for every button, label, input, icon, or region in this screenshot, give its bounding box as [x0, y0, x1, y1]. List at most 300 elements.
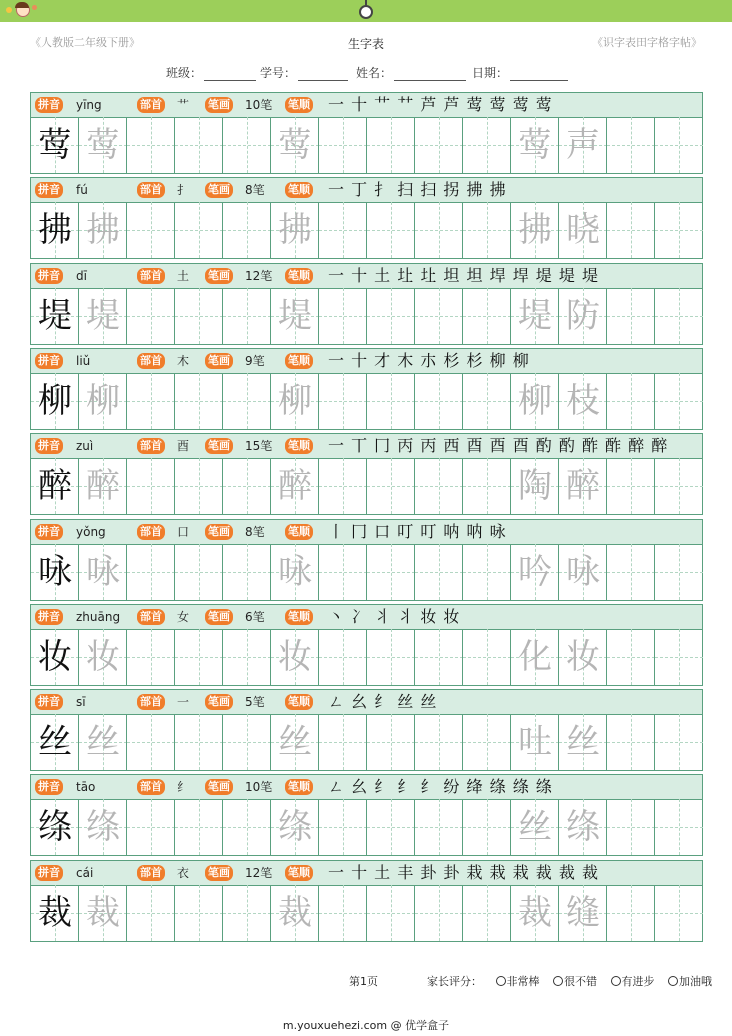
grid-cell[interactable]: [415, 799, 463, 855]
trace-character: 裁: [86, 893, 120, 933]
stroke-order-badge: 笔顺: [285, 524, 313, 540]
stroke-count-badge: 笔画: [205, 779, 233, 795]
grid-cell[interactable]: [175, 202, 223, 258]
grid-cell[interactable]: [655, 885, 703, 941]
grid-cell[interactable]: [79, 288, 127, 344]
grid-cell[interactable]: [319, 458, 367, 514]
stroke-count-text: 10笔: [245, 780, 273, 794]
grid-guide-horizontal: [463, 145, 511, 146]
grid-guide-horizontal: [655, 230, 703, 231]
trace-character: 柳: [278, 381, 312, 421]
stroke-count-text: 8笔: [245, 183, 265, 197]
stroke-order-badge: 笔顺: [285, 438, 313, 454]
trace-character: 堤: [278, 296, 312, 336]
grid-cell[interactable]: [655, 799, 703, 855]
stroke-count-badge: 笔画: [205, 182, 233, 198]
grid-cell[interactable]: [319, 288, 367, 344]
grid-cell[interactable]: [127, 373, 175, 429]
grid-guide-horizontal: [367, 145, 415, 146]
grid-guide-horizontal: [175, 657, 223, 658]
name-field[interactable]: [356, 64, 466, 81]
grid-guide-horizontal: [175, 401, 223, 402]
trace-character: 吐: [518, 722, 552, 762]
number-blank[interactable]: [298, 68, 348, 81]
grid-cell[interactable]: [223, 714, 271, 770]
page-title: 生字表: [347, 37, 384, 51]
trace-character: 裁: [278, 893, 312, 933]
grid-cell[interactable]: [415, 117, 463, 173]
grid-cell[interactable]: [271, 885, 319, 941]
grid-cell[interactable]: [511, 288, 559, 344]
header-left: 《人教版二年级下册》: [30, 36, 140, 49]
grid-cell[interactable]: [319, 202, 367, 258]
grid-guide-horizontal: [367, 230, 415, 231]
grid-cell[interactable]: [367, 885, 415, 941]
date-blank[interactable]: [510, 68, 568, 81]
grid-cell[interactable]: [367, 458, 415, 514]
trace-character: 咏: [566, 552, 600, 592]
radio-circle-icon[interactable]: [611, 976, 621, 986]
grid-cell[interactable]: [463, 288, 511, 344]
grid-guide-horizontal: [319, 401, 367, 402]
grid-cell[interactable]: [175, 117, 223, 173]
grid-cell[interactable]: [511, 885, 559, 941]
grid-cell[interactable]: [607, 629, 655, 685]
grid-guide-horizontal: [367, 401, 415, 402]
grid-guide-horizontal: [607, 486, 655, 487]
grid-cell[interactable]: [511, 202, 559, 258]
grid-cell[interactable]: [223, 458, 271, 514]
grid-cell[interactable]: [559, 629, 607, 685]
trace-character: 拂: [86, 210, 120, 250]
grid-cell[interactable]: [655, 117, 703, 173]
grid-cell[interactable]: [511, 714, 559, 770]
grid-cell[interactable]: [271, 544, 319, 600]
main-character: 咏: [38, 552, 72, 592]
main-character: 妆: [38, 637, 72, 677]
main-character: 绦: [38, 807, 72, 847]
stroke-order-sequence: 一 十 土 丰 卦 卦 栽 栽 栽 裁 裁 裁: [328, 863, 599, 882]
grid-cell[interactable]: [559, 714, 607, 770]
grid-cell[interactable]: [463, 544, 511, 600]
grid-cell[interactable]: [511, 458, 559, 514]
grid-guide-horizontal: [463, 572, 511, 573]
trace-character: 缝: [566, 893, 600, 933]
grid-cell[interactable]: [367, 714, 415, 770]
radio-circle-icon[interactable]: [496, 976, 506, 986]
grid-cell[interactable]: [607, 373, 655, 429]
grid-cell[interactable]: [367, 117, 415, 173]
grid-cell[interactable]: [127, 288, 175, 344]
grid-cell[interactable]: [31, 629, 79, 685]
name-blank[interactable]: [394, 68, 466, 81]
grid-cell[interactable]: [367, 629, 415, 685]
grid-cell[interactable]: [415, 458, 463, 514]
grid-cell[interactable]: [367, 799, 415, 855]
grid-cell[interactable]: [655, 629, 703, 685]
grid-cell[interactable]: [319, 885, 367, 941]
number-label: 学号：: [260, 66, 297, 80]
stroke-count-badge: 笔画: [205, 268, 233, 284]
grid-cell[interactable]: [463, 458, 511, 514]
grid-cell[interactable]: [79, 714, 127, 770]
grid-cell[interactable]: [511, 799, 559, 855]
grid-cell[interactable]: [559, 117, 607, 173]
grid-guide-horizontal: [415, 742, 463, 743]
grid-cell[interactable]: [607, 458, 655, 514]
grid-guide-horizontal: [319, 913, 367, 914]
radical-text: 一: [177, 695, 190, 709]
trace-character: 裁: [518, 893, 552, 933]
grid-cell[interactable]: [127, 629, 175, 685]
trace-character: 咏: [278, 552, 312, 592]
grid-cell[interactable]: [31, 885, 79, 941]
grid-cell[interactable]: [655, 373, 703, 429]
grid-cell[interactable]: [367, 373, 415, 429]
stroke-count-text: 10笔: [245, 98, 273, 112]
grid-cell[interactable]: [415, 885, 463, 941]
grid-cell[interactable]: [607, 288, 655, 344]
grid-cell[interactable]: [31, 799, 79, 855]
radical-badge: 部首: [137, 779, 165, 795]
stroke-order-sequence: ㄥ 幺 纟 纟 纟 纷 绛 绦 绦 绦: [328, 777, 553, 796]
grid-cell[interactable]: [559, 202, 607, 258]
logo-icon: [6, 3, 36, 19]
trace-character: 拂: [278, 210, 312, 250]
radical-text: 女: [177, 610, 190, 624]
grid-cell[interactable]: [319, 117, 367, 173]
pinyin-badge: 拼音: [35, 97, 63, 113]
grid-guide-horizontal: [223, 657, 271, 658]
grid-cell[interactable]: [655, 202, 703, 258]
grid-guide-horizontal: [607, 401, 655, 402]
grid-cell[interactable]: [175, 799, 223, 855]
trace-character: 柳: [86, 381, 120, 421]
grid-cell[interactable]: [31, 202, 79, 258]
pinyin-text: sī: [76, 695, 86, 709]
grid-guide-horizontal: [655, 827, 703, 828]
grid-cell[interactable]: [175, 885, 223, 941]
grid-cell[interactable]: [271, 288, 319, 344]
radical-text: 口: [177, 525, 190, 539]
radical-badge: 部首: [137, 268, 165, 284]
grid-cell[interactable]: [319, 629, 367, 685]
character-card: [30, 519, 703, 601]
grid-cell[interactable]: [127, 885, 175, 941]
trace-character: 堤: [86, 296, 120, 336]
grid-cell[interactable]: [175, 288, 223, 344]
grid-guide-horizontal: [415, 657, 463, 658]
grid-cell[interactable]: [415, 373, 463, 429]
grid-cell[interactable]: [415, 714, 463, 770]
grid-guide-horizontal: [127, 230, 175, 231]
tianzi-grid: [31, 885, 702, 941]
grid-cell[interactable]: [271, 714, 319, 770]
eval-option[interactable]: 加油哦: [668, 975, 712, 988]
card-header: [31, 775, 702, 800]
card-header: [31, 264, 702, 289]
card-header: [31, 434, 702, 459]
eval-option[interactable]: 有进步: [611, 975, 655, 988]
grid-cell[interactable]: [367, 544, 415, 600]
grid-cell[interactable]: [607, 544, 655, 600]
pinyin-badge: 拼音: [35, 865, 63, 881]
grid-guide-horizontal: [463, 913, 511, 914]
grid-cell[interactable]: [223, 544, 271, 600]
grid-guide-horizontal: [607, 316, 655, 317]
card-header: [31, 178, 702, 203]
grid-guide-horizontal: [463, 657, 511, 658]
grid-cell[interactable]: [319, 799, 367, 855]
grid-guide-horizontal: [655, 486, 703, 487]
class-field[interactable]: [166, 64, 256, 81]
grid-cell[interactable]: [31, 458, 79, 514]
grid-cell[interactable]: [175, 373, 223, 429]
trace-character: 咏: [86, 552, 120, 592]
pinyin-badge: 拼音: [35, 438, 63, 454]
grid-guide-horizontal: [223, 827, 271, 828]
grid-cell[interactable]: [511, 629, 559, 685]
card-header: [31, 93, 702, 118]
grid-cell[interactable]: [559, 458, 607, 514]
radical-badge: 部首: [137, 182, 165, 198]
grid-cell[interactable]: [559, 288, 607, 344]
page-number: 第1页: [349, 975, 378, 988]
trace-character: 丝: [566, 722, 600, 762]
grid-guide-horizontal: [655, 401, 703, 402]
grid-cell[interactable]: [223, 288, 271, 344]
grid-cell[interactable]: [79, 799, 127, 855]
number-field[interactable]: [260, 64, 348, 81]
grid-cell[interactable]: [463, 714, 511, 770]
grid-guide-horizontal: [127, 742, 175, 743]
grid-cell[interactable]: [319, 714, 367, 770]
pinyin-text: liǔ: [76, 354, 91, 368]
grid-cell[interactable]: [655, 544, 703, 600]
radio-circle-icon[interactable]: [668, 976, 678, 986]
grid-cell[interactable]: [127, 544, 175, 600]
grid-cell[interactable]: [607, 117, 655, 173]
grid-cell[interactable]: [127, 117, 175, 173]
header-right: 《识字表田字格字帖》: [592, 36, 702, 49]
grid-cell[interactable]: [463, 629, 511, 685]
grid-cell[interactable]: [607, 885, 655, 941]
stroke-order-sequence: 丶 冫 丬 丬 妆 妆: [328, 607, 461, 626]
radical-text: 酉: [177, 439, 190, 453]
grid-cell[interactable]: [223, 799, 271, 855]
grid-cell[interactable]: [271, 629, 319, 685]
grid-cell[interactable]: [367, 202, 415, 258]
tianzi-grid: [31, 458, 702, 514]
grid-cell[interactable]: [559, 544, 607, 600]
grid-cell[interactable]: [175, 544, 223, 600]
trace-character: 妆: [86, 637, 120, 677]
grid-guide-horizontal: [175, 913, 223, 914]
grid-cell[interactable]: [175, 458, 223, 514]
character-card: [30, 604, 703, 686]
grid-cell[interactable]: [319, 544, 367, 600]
grid-cell[interactable]: [463, 202, 511, 258]
grid-guide-horizontal: [319, 827, 367, 828]
grid-cell[interactable]: [511, 544, 559, 600]
trace-character: 莺: [518, 125, 552, 165]
grid-cell[interactable]: [79, 629, 127, 685]
grid-cell[interactable]: [271, 458, 319, 514]
stroke-order-badge: 笔顺: [285, 694, 313, 710]
date-field[interactable]: [472, 64, 568, 81]
name-label: 姓名：: [356, 66, 393, 80]
grid-guide-horizontal: [607, 572, 655, 573]
grid-guide-horizontal: [415, 145, 463, 146]
grid-cell[interactable]: [607, 799, 655, 855]
grid-cell[interactable]: [607, 202, 655, 258]
grid-guide-horizontal: [607, 145, 655, 146]
eval-option[interactable]: 非常棒: [496, 975, 540, 988]
grid-guide-horizontal: [319, 742, 367, 743]
grid-cell[interactable]: [367, 288, 415, 344]
site-footer: m.youxuehezi.com @ 优学盒子: [282, 1019, 450, 1032]
stroke-order-sequence: 一 十 土 圵 圵 坦 坦 垾 垾 堤 堤 堤: [328, 266, 599, 285]
grid-guide-horizontal: [655, 145, 703, 146]
stroke-order-badge: 笔顺: [285, 353, 313, 369]
grid-cell[interactable]: [79, 544, 127, 600]
stroke-count-badge: 笔画: [205, 438, 233, 454]
radical-text: 土: [177, 269, 190, 283]
grid-cell[interactable]: [31, 117, 79, 173]
radio-circle-icon[interactable]: [553, 976, 563, 986]
pinyin-badge: 拼音: [35, 694, 63, 710]
grid-cell[interactable]: [31, 544, 79, 600]
class-blank[interactable]: [204, 68, 256, 81]
grid-cell[interactable]: [79, 885, 127, 941]
grid-cell[interactable]: [271, 373, 319, 429]
grid-guide-horizontal: [223, 486, 271, 487]
radical-badge: 部首: [137, 865, 165, 881]
grid-guide-horizontal: [175, 742, 223, 743]
radical-text: 纟: [177, 780, 190, 794]
grid-guide-horizontal: [463, 486, 511, 487]
grid-cell[interactable]: [127, 458, 175, 514]
trace-character: 声: [566, 125, 600, 165]
class-label: 班级：: [166, 66, 203, 80]
grid-cell[interactable]: [655, 714, 703, 770]
stroke-count-text: 9笔: [245, 354, 265, 368]
grid-cell[interactable]: [223, 629, 271, 685]
grid-cell[interactable]: [463, 373, 511, 429]
grid-cell[interactable]: [223, 202, 271, 258]
grid-cell[interactable]: [415, 288, 463, 344]
grid-cell[interactable]: [31, 373, 79, 429]
grid-cell[interactable]: [79, 458, 127, 514]
grid-guide-horizontal: [223, 913, 271, 914]
grid-cell[interactable]: [223, 885, 271, 941]
trace-character: 妆: [566, 637, 600, 677]
radical-badge: 部首: [137, 524, 165, 540]
main-character: 拂: [38, 210, 72, 250]
grid-cell[interactable]: [271, 202, 319, 258]
trace-character: 晓: [566, 210, 600, 250]
trace-character: 绦: [566, 807, 600, 847]
stroke-count-badge: 笔画: [205, 353, 233, 369]
grid-cell[interactable]: [127, 799, 175, 855]
grid-guide-horizontal: [175, 316, 223, 317]
trace-character: 吟: [518, 552, 552, 592]
eval-option[interactable]: 很不错: [553, 975, 597, 988]
grid-cell[interactable]: [271, 117, 319, 173]
radical-badge: 部首: [137, 353, 165, 369]
grid-guide-horizontal: [415, 913, 463, 914]
main-character: 莺: [38, 125, 72, 165]
stroke-order-badge: 笔顺: [285, 609, 313, 625]
grid-cell[interactable]: [463, 799, 511, 855]
grid-guide-horizontal: [415, 230, 463, 231]
stroke-order-badge: 笔顺: [285, 779, 313, 795]
grid-cell[interactable]: [127, 202, 175, 258]
stroke-count-text: 12笔: [245, 866, 273, 880]
tianzi-grid: [31, 799, 702, 855]
grid-cell[interactable]: [511, 373, 559, 429]
grid-cell[interactable]: [79, 117, 127, 173]
grid-cell[interactable]: [415, 202, 463, 258]
stroke-order-badge: 笔顺: [285, 97, 313, 113]
pinyin-badge: 拼音: [35, 353, 63, 369]
trace-character: 堤: [518, 296, 552, 336]
trace-character: 防: [566, 296, 600, 336]
grid-guide-horizontal: [415, 316, 463, 317]
grid-cell[interactable]: [79, 202, 127, 258]
grid-cell[interactable]: [127, 714, 175, 770]
grid-cell[interactable]: [223, 373, 271, 429]
grid-cell[interactable]: [463, 117, 511, 173]
pinyin-badge: 拼音: [35, 609, 63, 625]
grid-cell[interactable]: [559, 373, 607, 429]
grid-guide-horizontal: [655, 742, 703, 743]
grid-cell[interactable]: [415, 629, 463, 685]
stroke-count-badge: 笔画: [205, 694, 233, 710]
grid-cell[interactable]: [655, 288, 703, 344]
grid-cell[interactable]: [559, 799, 607, 855]
grid-cell[interactable]: [31, 288, 79, 344]
main-character: 柳: [38, 381, 72, 421]
grid-cell[interactable]: [271, 799, 319, 855]
grid-cell[interactable]: [559, 885, 607, 941]
grid-cell[interactable]: [175, 629, 223, 685]
grid-guide-horizontal: [607, 827, 655, 828]
pinyin-text: yǒng: [76, 525, 106, 539]
grid-cell[interactable]: [463, 885, 511, 941]
trace-character: 醉: [278, 466, 312, 506]
grid-cell[interactable]: [655, 458, 703, 514]
grid-cell[interactable]: [511, 117, 559, 173]
grid-cell[interactable]: [223, 117, 271, 173]
grid-guide-horizontal: [367, 486, 415, 487]
grid-guide-horizontal: [127, 913, 175, 914]
grid-cell[interactable]: [415, 544, 463, 600]
grid-cell[interactable]: [319, 373, 367, 429]
trace-character: 丝: [86, 722, 120, 762]
grid-cell[interactable]: [175, 714, 223, 770]
grid-guide-horizontal: [175, 827, 223, 828]
radical-text: 扌: [177, 183, 190, 197]
grid-cell[interactable]: [31, 714, 79, 770]
grid-guide-horizontal: [175, 145, 223, 146]
grid-cell[interactable]: [607, 714, 655, 770]
grid-cell[interactable]: [79, 373, 127, 429]
radical-text: 衣: [177, 866, 190, 880]
main-character: 堤: [38, 296, 72, 336]
trace-character: 绦: [86, 807, 120, 847]
card-header: [31, 605, 702, 630]
